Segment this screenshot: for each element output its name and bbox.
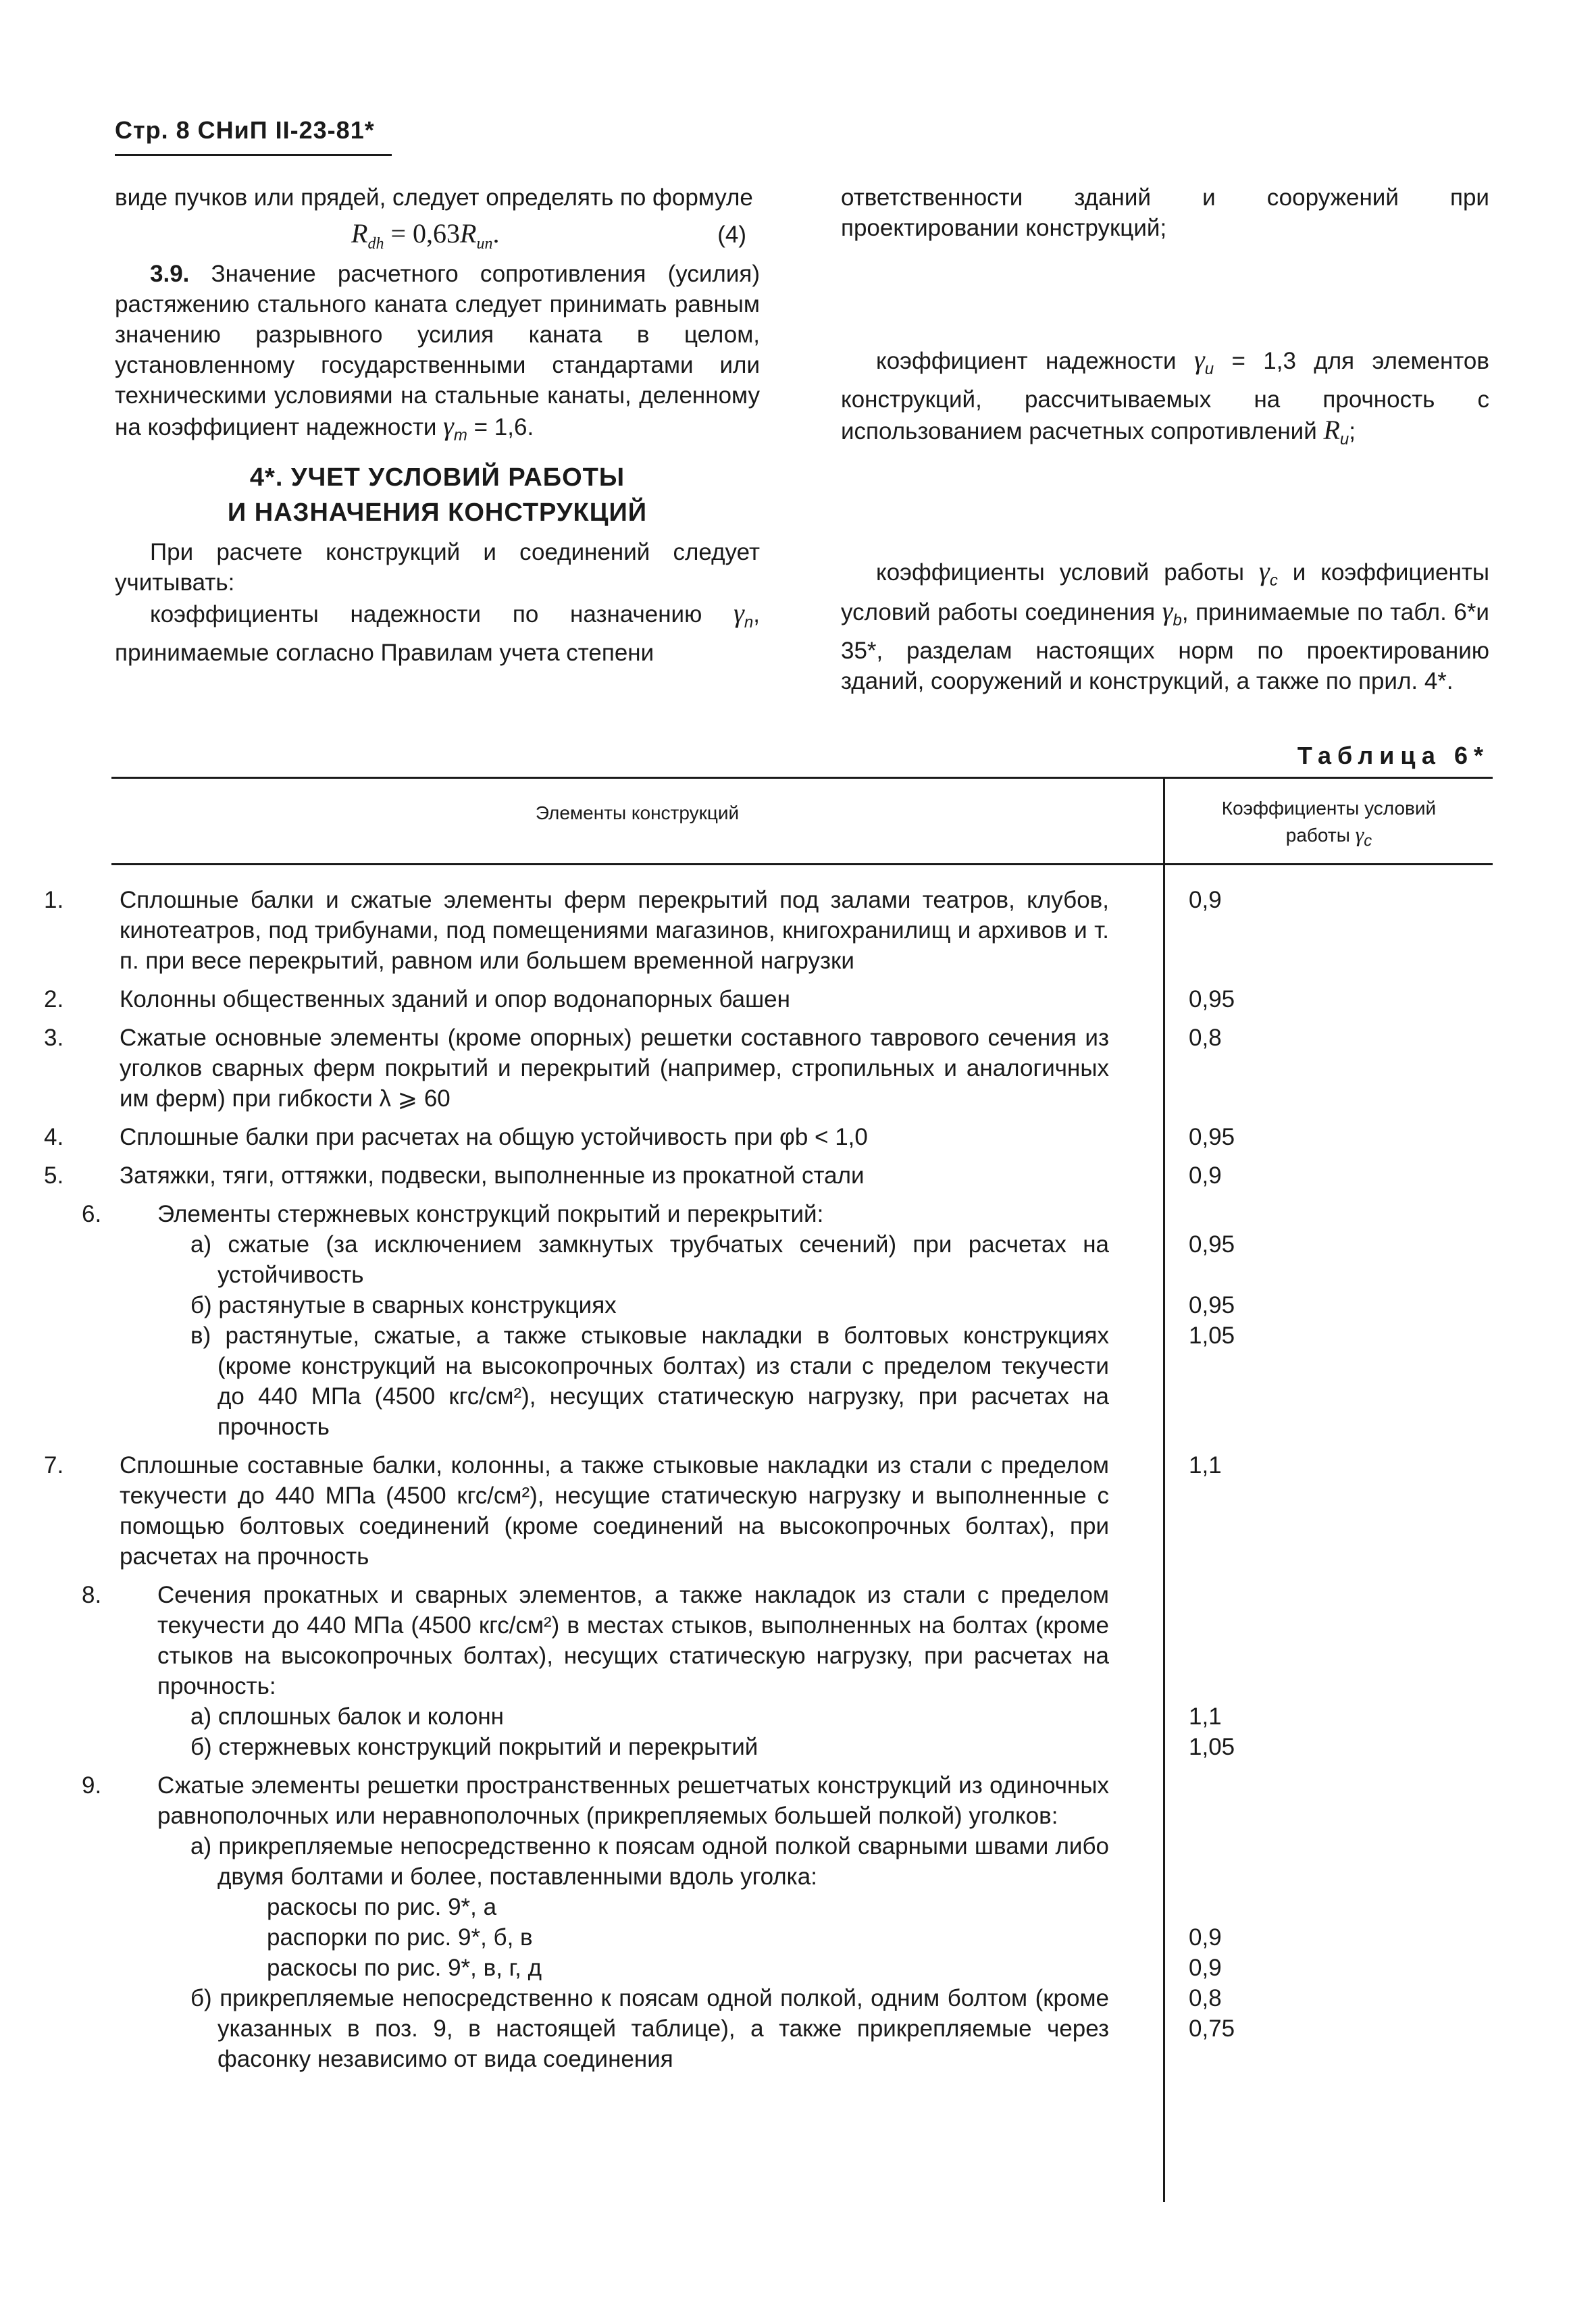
column-header-elements: Элементы конструкций [535, 802, 740, 823]
column-header-coefficients [1165, 796, 1493, 854]
row-8-sub-a: а) сплошных балок и колонн [190, 1703, 505, 1730]
row-4-text: 4. Сплошные балки при расчетах на общую устойчивость при φb < 1,0 [44, 1124, 868, 1150]
table-body [44, 885, 1493, 2082]
row-2-value: 0,95 [1189, 986, 1235, 1012]
formula-row [115, 215, 760, 255]
table-6 [44, 777, 1493, 2202]
row-6-text: 6. Элементы стержневых конструкций покрытий и перекрытий: а) сжатые (за исключением замкнутых трубчатых сечений) при расчетах на устойчивость б) растянутые в сварных конструкциях в) растянутые, сжатые, а также стыковые накладки в болтовых конструкциях (кроме конструкций на высокопрочных болтах) из стали с пределом текучести до 440 МПа (4500 кгс/см²), несущих статическую нагрузку, при расчетах на прочность [111, 1199, 1109, 1442]
row-1-value: 0,9 [1189, 887, 1222, 913]
paragraph-gamma-u: коэффициент надежности $\gamma_u = 1,3$ для элементов конструкций, рассчитываемых на прочность с использованием расчетных сопротивлений $R_u$; [841, 344, 1489, 448]
row-4-value: 0,95 [1189, 1124, 1235, 1150]
header-rule [115, 154, 392, 156]
row-8-sub-b: б) стержневых конструкций покрытий и перекрытий [190, 1734, 758, 1760]
paragraph-gamma-n: коэффициенты надежности по назначению $\gamma_n$, принимаемые согласно Правилам учета степени [115, 598, 760, 666]
paragraph-consider: При расчете конструкций и соединений следует учитывать: [115, 539, 760, 596]
row-6-sub-c: в) растянутые, сжатые, а также стыковые накладки в болтовых конструкциях (кроме конструкций на высокопрочных болтах) из стали с пределом текучести до 440 МПа (4500 кгс/см²), несущих статическую нагрузку, при расчетах на прочность [190, 1322, 1109, 1440]
table-row [82, 1770, 1493, 2074]
right-column [841, 182, 1489, 696]
section-title [115, 460, 760, 530]
paragraph-3-9: 3.9. Значение расчетного сопротивления (усилия) растяжению стального каната следует принимать равным значению разрывного усилия каната в целом, установленному государственными стандартами или техническими условиями на стальные канаты, деленному на коэффициент надежности $\gamma_m = 1,6$. [115, 261, 760, 444]
intro-text: виде пучков или прядей, следует определять по формуле [115, 184, 753, 211]
table-header-rule [111, 863, 1493, 865]
row-8-text: 8. Сечения прокатных и сварных элементов, а также накладок из стали с пределом текучести до 440 МПа (4500 кгс/см²) в местах стыков, выполненных на болтах (кроме стыков на высокопрочных болтах), несущих статическую нагрузку, при расчетах на прочность: а) сплошных балок и колонн б) стержневых конструкций покрытий и перекрытий [111, 1580, 1109, 1762]
row-9-sub-a3: раскосы по рис. 9*, в, г, д [267, 1955, 542, 1981]
table-row [82, 1580, 1493, 1762]
row-9-sub-a: а) прикрепляемые непосредственно к поясам одной полкой сварными швами либо двумя болтами и более, поставленными вдоль уголка: [190, 1833, 1109, 1890]
row-3-text: 3. Сжатые основные элементы (кроме опорных) решетки составного таврового сечения из уголков сварных ферм покрытий и перекрытий (например, стропильных и аналогичных им ферм) при гибкости λ ⩾ 60 [44, 1025, 1109, 1112]
section-title-line-2: И НАЗНАЧЕНИЯ КОНСТРУКЦИЙ [227, 498, 648, 527]
table-row [44, 885, 1493, 976]
table-row [44, 1450, 1493, 1572]
section-title-line-1: 4*. УЧЕТ УСЛОВИЙ РАБОТЫ [249, 463, 625, 492]
row-7-value: 1,1 [1189, 1452, 1222, 1479]
paragraph-continuation: ответственности зданий и сооружений при проектировании конструкций; [841, 184, 1489, 241]
row-8-values: 1,1 1,05 [1189, 1703, 1235, 1760]
row-5-value: 0,9 [1189, 1162, 1222, 1189]
row-6-sub-a: а) сжатые (за исключением замкнутых трубчатых сечений) при расчетах на устойчивость [190, 1231, 1109, 1288]
formula-4: $R_{dh} = 0,63R_{un}$. [351, 218, 500, 253]
table-row [44, 1023, 1493, 1114]
row-9-sub-a1: раскосы по рис. 9*, а [267, 1894, 497, 1920]
row-3-value: 0,8 [1189, 1025, 1222, 1051]
row-9-sub-a2: распорки по рис. 9*, б, в [267, 1924, 533, 1951]
row-6-values: 0,95 0,95 1,05 [1189, 1231, 1235, 1349]
row-9-sub-b: б) прикрепляемые непосредственно к поясам одной полкой, одним болтом (кроме указанных в поз. 9, в настоящей таблице), а также прикрепляемые через фасонку независимо от вида соединения [190, 1985, 1109, 2072]
row-2-text: 2. Колонны общественных зданий и опор водонапорных башен [44, 986, 790, 1012]
formula-number: (4) [717, 222, 746, 248]
table-row [44, 1160, 1493, 1191]
row-7-text: 7. Сплошные составные балки, колонны, а также стыковые накладки из стали с пределом текучести до 440 МПа (4500 кгс/см²), несущие статическую нагрузку и выполненные с помощью болтовых соединений (кроме соединений на высокопрочных болтах), при расчетах на прочность [44, 1452, 1109, 1570]
column-header-line-2: работы $\gamma_c$ [1285, 822, 1372, 850]
left-column [115, 182, 760, 668]
row-9-text: 9. Сжатые элементы решетки пространственных решетчатых конструкций из одиночных равнополочных или неравнополочных (прикрепляемых большей полкой) уголков: а) прикрепляемые непосредственно к поясам одной полкой сварными швами либо двумя болтами и более, поставленными вдоль уголка: раскосы по рис. 9*, а распорки по рис. 9*, б, в раскосы по рис. 9*, в, г, д б) прикрепляемые непосредственно к поясам одной полкой, одним болтом (кроме указанных в поз. 9, в настоящей таблице), а также прикрепляемые через фасонку независимо от вида соединения [111, 1770, 1109, 2074]
row-1-text: 1. Сплошные балки и сжатые элементы ферм перекрытий под залами театров, клубов, кинотеатров, под трибунами, под помещениями магазинов, книгохранилищ и архивов и т. п. при весе перекрытий, равном или большем временной нагрузки [44, 887, 1109, 974]
paragraph-gamma-c: коэффициенты условий работы $\gamma_c$ и коэффициенты условий работы соединения $\gamma_b$, принимаемые по табл. 6*и 35*, разделам настоящих норм по проектированию зданий, сооружений и конструкций, а также по прил. 4*. [841, 556, 1490, 694]
table-row [44, 1122, 1493, 1152]
row-5-text: 5. Затяжки, тяги, оттяжки, подвески, выполненные из прокатной стали [44, 1162, 865, 1189]
table-top-rule [111, 777, 1493, 779]
row-9-values: 0,9 0,9 0,8 0,75 [1189, 1924, 1235, 2042]
column-header-line-1: Коэффициенты условий [1221, 798, 1437, 819]
page-header: Стр. 8 СНиП II-23-81* [115, 116, 375, 144]
row-6-sub-b: б) растянутые в сварных конструкциях [190, 1292, 617, 1318]
table-row [82, 1199, 1493, 1442]
table-caption: Таблица 6* [1297, 742, 1489, 769]
table-row [44, 984, 1493, 1014]
